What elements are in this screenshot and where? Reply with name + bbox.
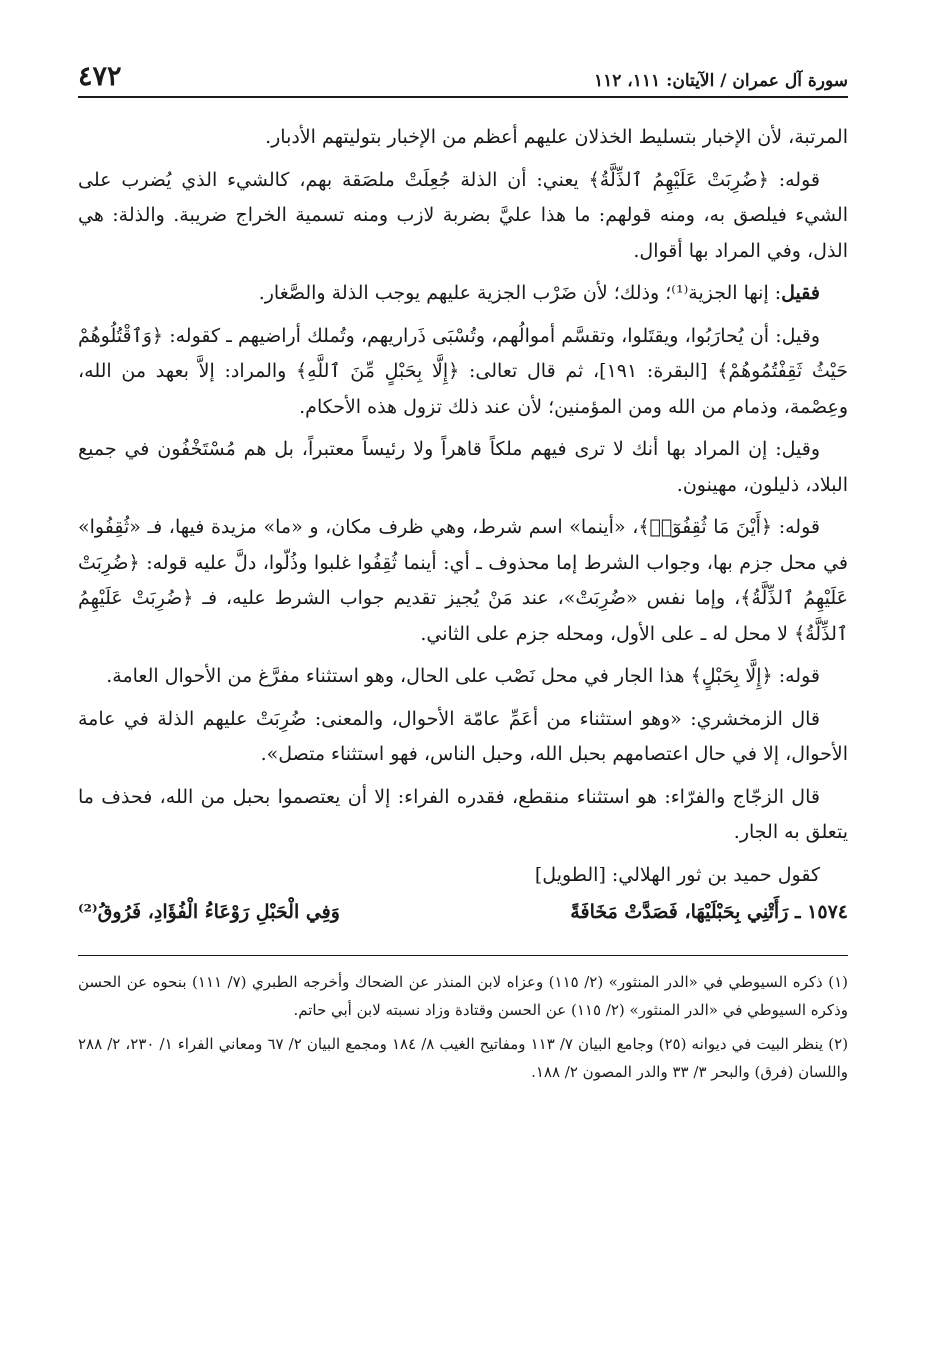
verse-intro: كقول حميد بن ثور الهلالي: [الطويل] xyxy=(534,863,820,886)
paragraph xyxy=(78,120,848,156)
verse-first-hemistich: ١٥٧٤ ـ رَأَتْنِي بِحَبْلَيْهَا، فَصَدَّتْ مَخَافَةً xyxy=(570,901,848,923)
paragraph xyxy=(78,163,848,270)
paragraph xyxy=(78,432,848,503)
paragraph-text: : إنها الجزية⁽¹⁾؛ وذلك؛ لأن ضَرْب الجزية عليهم يوجب الذلة والصَّغار. xyxy=(258,282,782,304)
paragraph xyxy=(78,780,848,851)
paragraph xyxy=(78,702,848,773)
verse-second-hemistich: وَفِي الْحَبْلِ رَوْعَاءُ الْفُؤَادِ، فَرُوقُ⁽²⁾ xyxy=(78,901,340,923)
paragraph-text: وقيل: أن يُحارَبُوا، ويقتَلوا، وتقسَّم أموالُهم، وتُسْبَى ذَراريهم، وتُملك أراضيهم ـ كقوله: ﴿وَٱقْتُلُوهُمْ حَيْثُ ثَقِفْتُمُوهُمْ﴾ [البقرة: ١٩١]، ثم قال تعالى: ﴿إِلَّا بِحَبْلٍ مِّنَ ٱللَّهِ﴾ والمراد: إلاَّ بعهد من الله، وعِصْمة، وذمام من الله ومن المؤمنين؛ لأن عند ذلك تزول هذه الأحكام. xyxy=(78,324,848,418)
paragraph-text: قوله: ﴿ضُرِبَتْ عَلَيْهِمُ ٱلذِّلَّةُ﴾ يعني: أن الذلة جُعِلَتْ ملصَقة بهم، كالشيء الذي يُضرب على الشيء فيلصق به، ومنه قولهم: ما هذا عليَّ بضربة لازب ومنه تسمية الخراج ضريبة. والذلة: هي الذل، وفي المراد بها أقوال. xyxy=(78,168,848,262)
paragraph-text: قال الزجّاج والفرّاء: هو استثناء منقطع، فقدره الفراء: إلا أن يعتصموا بحبل من الله، فحذف ما يتعلق به الجار. xyxy=(78,785,848,843)
paragraph-text: قوله: ﴿إِلَّا بِحَبْلٍ﴾ هذا الجار في محل نَصْب على الحال، وهو استثناء مفرَّغ من الأحوال العامة. xyxy=(106,665,820,687)
footnotes xyxy=(78,968,848,1086)
paragraph-text: قوله: ﴿أَيْنَ مَا ثُقِفُوٓا۟﴾، «أينما» اسم شرط، وهي ظرف مكان، و «ما» مزيدة فيها، فـ «ثُقِفُوا» في محل جزم بها، وجواب الشرط إما محذوف ـ أي: أينما ثُقِفُوا غلبوا وذُلّوا، دلَّ عليه قوله: ﴿ضُرِبَتْ عَلَيْهِمُ ٱلذِّلَّةُ﴾، وإما نفس «ضُرِبَتْ»، عند مَنْ يُجيز تقديم جواب الشرط عليه، فـ ﴿ضُرِبَتْ عَلَيْهِمُ ٱلذِّلَّةُ﴾ لا محل له ـ على الأول، ومحله جزم على الثاني. xyxy=(78,516,848,645)
page xyxy=(78,52,848,1092)
running-title: سورة آل عمران / الآيتان: ١١١، ١١٢ xyxy=(593,71,848,91)
paragraph-text: وقيل: إن المراد بها أنك لا ترى فيهم ملكاً قاهراً ولا رئيساً معتبراً، بل هم مُسْتَخْفُون في جميع البلاد، ذليلون، مهينون. xyxy=(78,438,848,496)
paragraph-text: المرتبة، لأن الإخبار بتسليط الخذلان عليهم أعظم من الإخبار بتوليتهم الأدبار. xyxy=(265,126,848,148)
verse-line xyxy=(78,895,848,929)
paragraph xyxy=(78,319,848,426)
paragraph xyxy=(78,659,848,695)
page-number: ٤٧٢ xyxy=(78,61,122,92)
footnote: (١) ذكره السيوطي في «الدر المنثور» (٢/ ١١٥) وعزاه لابن المنذر عن الضحاك وأخرجه الطبري (٧/ ١١١) بنحوه عن الحسن وذكره السيوطي في «الدر المنثور» (٢/ ١١٥) عن الحسن وقتادة وزاد نسبته لابن أبي حاتم. xyxy=(78,973,848,1019)
page-header xyxy=(78,52,848,98)
paragraph xyxy=(78,510,848,652)
footnote-divider xyxy=(78,955,848,956)
footnote: (٢) ينظر البيت في ديوانه (٢٥) وجامع البيان ٧/ ١١٣ ومفاتيح الغيب ٨/ ١٨٤ ومجمع البيان ٢/ ٦٧ ومعاني الفراء ١/ ٢٣٠، ٢/ ٢٨٨ واللسان (فرق) والبحر ٣/ ٣٣ والدر المصون ٢/ ١٨٨. xyxy=(78,1035,849,1081)
paragraph-lead: فقيل xyxy=(781,282,820,304)
paragraph xyxy=(78,276,848,312)
paragraph-text: قال الزمخشري: «وهو استثناء من أعَمِّ عامّة الأحوال، والمعنى: ضُرِبَتْ عليهم الذلة في عامة الأحوال، إلا في حال اعتصامهم بحبل الله، وحبل الناس، فهو استثناء متصل». xyxy=(78,707,848,765)
body-text xyxy=(78,120,848,929)
